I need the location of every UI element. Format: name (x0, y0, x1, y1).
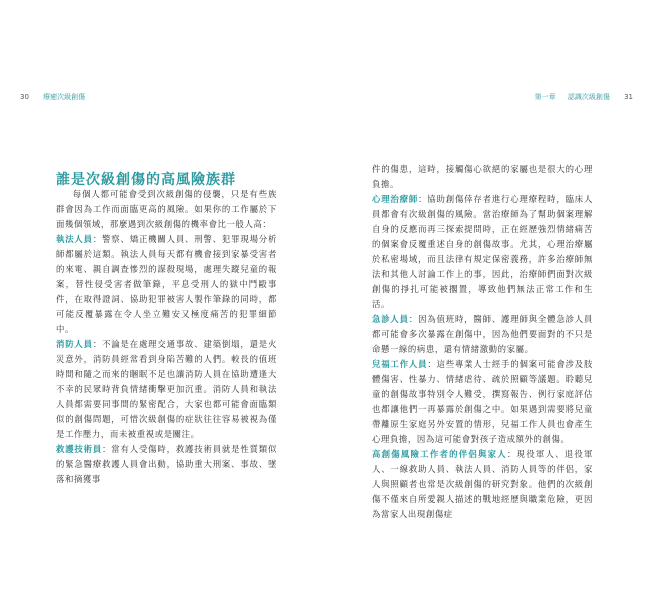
family-term: 高創傷風險工作者的伴侶與家人 (372, 449, 507, 459)
section-title: 誰是次級創傷的高風險族群 (56, 172, 236, 189)
firefighter-term: 消防人員 (56, 339, 93, 349)
ems-text: ：當有人受傷時，救護技術員就是性質類似的緊急醫療救護人員會出動，協助重大刑案、事故、墜落和摘獲事 (56, 444, 277, 484)
right-page-body (372, 162, 593, 522)
ems-continued-text: 件的傷患，這時，接觸傷心欲絕的家屬也是很大的心理負擔。 (372, 164, 593, 189)
right-chapter-label: 第一章 (534, 93, 556, 101)
child-welfare-paragraph (372, 357, 593, 447)
firefighter-paragraph (56, 337, 277, 442)
child-welfare-term: 兒福工作人員 (372, 359, 428, 369)
family-paragraph (372, 447, 593, 522)
left-page-number: 30 (20, 93, 29, 101)
er-staff-paragraph (372, 312, 593, 357)
left-running-title: 療癒次級創傷 (43, 93, 86, 101)
ems-paragraph (56, 442, 277, 487)
er-staff-term: 急診人員 (372, 314, 409, 324)
right-page-header (535, 92, 633, 102)
therapist-text: ：協助創傷倖存者進行心理療程時，臨床人員都會有次級創傷的風險。當治療師為了幫助個案理解自身的反應而再三探索提問時，正在經歷強烈情緒痛苦的個案會反覆重述自身的創傷故事。尤其，心理治療屬於私密場域，而且法律有規定保密義務，許多治療師無法和其他人討論工作上的事，因此，治療師們面對次級創傷的掙扎可能被擱置，導致他們無法正常工作和生活。 (372, 194, 593, 309)
child-welfare-text: ：這些專業人士經手的個案可能會涉及肢體傷害、性暴力、情緒虐待、疏於照顧等議題。聆聽兒童的創傷故事特別令人難受，撰寫報告、例行家庭評估也都讓他們一再暴露於創傷之中。如果遇到需要將兒童帶離原生家庭另外安置的情形，兒福工作人員也會產生心理負擔，因為這可能會對孩子造成額外的創傷。 (372, 359, 593, 444)
therapist-term: 心理治療師 (372, 194, 419, 204)
firefighter-text: ：不論是在處理交通事故、建築倒塌，還是火災意外，消防員經常看到身陷苦難的人們。較長的值班時間和隨之而來的睏眠不足也讓消防人員在協助遭逢大不幸的民眾時背負情緒衝擊更加沉重。消防人員和執法人員都需要同事間的緊密配合，大家也都可能會面臨類似的創傷問題，可惜次級創傷的症狀往往容易被視為僅是工作壓力，而未被重視或是關注。 (56, 339, 277, 439)
family-text: ：現役軍人、退役軍人、一線救助人員、執法人員、消防人員等的伴侶，家人與照顧者也常是次級創傷的研究對象。他們的次級創傷不僅來自所愛親人描述的戰地經歷與職業危險，更因為當家人出現創傷症 (372, 449, 593, 519)
law-enforcement-text: ：警察、矯正機關人員、刑警、犯罪現場分析師都屬於這類。執法人員每天都有機會接到家暴受害者的來電、親自調查慘烈的謀殺現場，處理失蹤兒童的報案，替性侵受害者做筆錄，平息受刑人的獄中鬥毆事件，在取得證詞、協助犯罪被害人製作筆錄的同時，都可能反覆暴露在令人坐立難安又極度痛苦的犯罪細節中。 (56, 234, 277, 334)
law-enforcement-paragraph (56, 232, 277, 337)
intro-paragraph: 每個人都可能會受到次級創傷的侵襲，只是有些族群會因為工作而面臨更高的風險。如果你的工作屬於下面幾個領域，那麼遇到次級創傷的機率會比一般人高： (56, 189, 277, 229)
left-page-header (20, 92, 85, 102)
left-page-body (56, 187, 277, 487)
therapist-paragraph (372, 192, 593, 312)
right-page-number: 31 (624, 93, 633, 101)
right-running-title: 認識次級創傷 (567, 93, 610, 101)
er-staff-text: ：因為值班時，醫師、護理師與全體急診人員都可能會多次暴露在創傷中，因為他們要面對的不只是命懸一線的病患，還有情緒激動的家屬。 (372, 314, 593, 354)
ems-term: 救護技術員 (56, 444, 103, 454)
law-enforcement-term: 執法人員 (56, 234, 93, 244)
